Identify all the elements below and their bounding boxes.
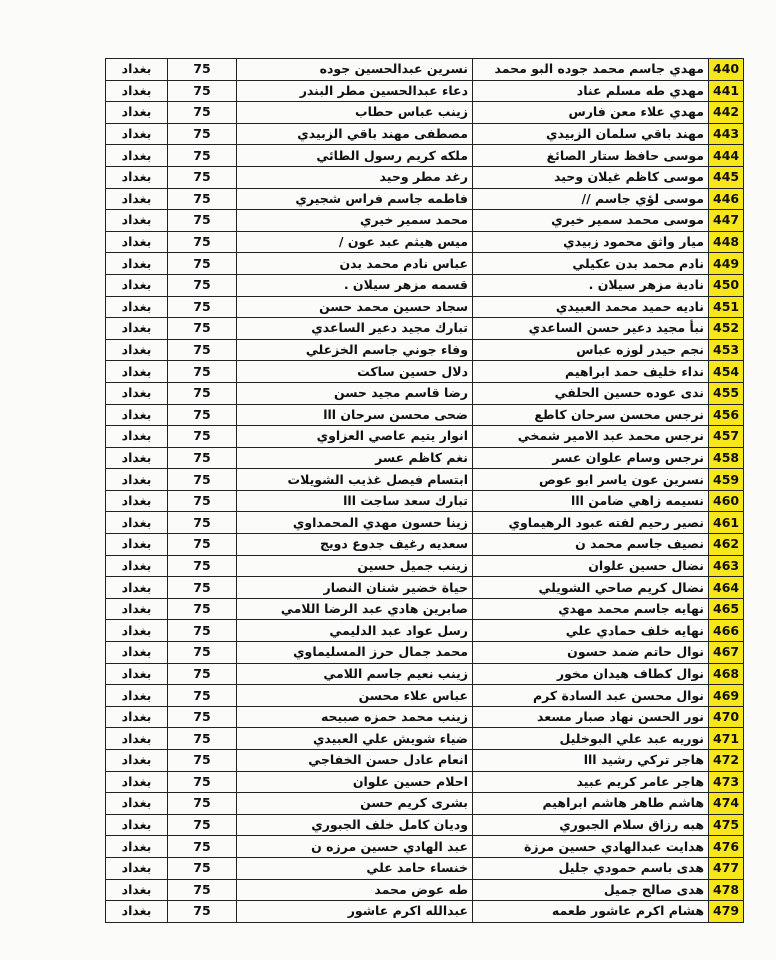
city-cell: بغداد — [106, 728, 168, 750]
mother-name-cell: انوار يتيم عاصي العزاوي — [237, 426, 473, 448]
score-cell: 75 — [168, 318, 237, 340]
row-number-cell: 469 — [709, 685, 744, 707]
mother-name-cell: حياة خضير شنان النصار — [237, 577, 473, 599]
mother-name-cell: رسل عواد عبد الدليمي — [237, 620, 473, 642]
row-number-cell: 467 — [709, 642, 744, 664]
score-cell: 75 — [168, 706, 237, 728]
name-cell: نرجس محسن سرحان كاطع — [473, 404, 709, 426]
name-cell: ندى عوده حسين الحلفي — [473, 382, 709, 404]
score-cell: 75 — [168, 404, 237, 426]
score-cell: 75 — [168, 490, 237, 512]
row-number-cell: 453 — [709, 339, 744, 361]
table-row — [106, 102, 744, 124]
table-row — [106, 123, 744, 145]
table-row — [106, 469, 744, 491]
row-number-cell: 442 — [709, 102, 744, 124]
city-cell: بغداد — [106, 253, 168, 275]
score-cell: 75 — [168, 426, 237, 448]
score-cell: 75 — [168, 361, 237, 383]
mother-name-cell: تبارك مجيد دعير الساعدي — [237, 318, 473, 340]
table-row — [106, 253, 744, 275]
mother-name-cell: رغد مطر وحيد — [237, 166, 473, 188]
mother-name-cell: فاطمه جاسم فراس شجيري — [237, 188, 473, 210]
row-number-cell: 447 — [709, 210, 744, 232]
row-number-cell: 440 — [709, 59, 744, 81]
score-cell: 75 — [168, 836, 237, 858]
table-row — [106, 728, 744, 750]
score-cell: 75 — [168, 123, 237, 145]
table-row — [106, 879, 744, 901]
row-number-cell: 452 — [709, 318, 744, 340]
mother-name-cell: دلال حسين ساكت — [237, 361, 473, 383]
mother-name-cell: وفاء جوني جاسم الخزعلي — [237, 339, 473, 361]
table-row — [106, 80, 744, 102]
mother-name-cell: طه عوض محمد — [237, 879, 473, 901]
city-cell: بغداد — [106, 750, 168, 772]
city-cell: بغداد — [106, 339, 168, 361]
city-cell: بغداد — [106, 469, 168, 491]
name-cell: نوال حاتم ضمد حسون — [473, 642, 709, 664]
mother-name-cell: ملكه كريم رسول الطائي — [237, 145, 473, 167]
mother-name-cell: صابرين هادي عبد الرضا اللامي — [237, 598, 473, 620]
name-cell: نصير رحيم لفته عبود الرهيماوي — [473, 512, 709, 534]
mother-name-cell: زينب جميل حسين — [237, 555, 473, 577]
city-cell: بغداد — [106, 663, 168, 685]
score-cell: 75 — [168, 145, 237, 167]
name-cell: موسى محمد سمير خيري — [473, 210, 709, 232]
table-row — [106, 706, 744, 728]
city-cell: بغداد — [106, 857, 168, 879]
roster-body — [106, 59, 744, 923]
name-cell: نرجس وسام علوان عسر — [473, 447, 709, 469]
row-number-cell: 451 — [709, 296, 744, 318]
city-cell: بغداد — [106, 296, 168, 318]
city-cell: بغداد — [106, 447, 168, 469]
name-cell: نوال كطاف هيدان مخور — [473, 663, 709, 685]
table-row — [106, 771, 744, 793]
score-cell: 75 — [168, 296, 237, 318]
city-cell: بغداد — [106, 534, 168, 556]
name-cell: هاجر عامر كريم عبيد — [473, 771, 709, 793]
row-number-cell: 450 — [709, 274, 744, 296]
row-number-cell: 464 — [709, 577, 744, 599]
mother-name-cell: نسرين عبدالحسين جوده — [237, 59, 473, 81]
name-cell: نوال محسن عبد السادة كرم — [473, 685, 709, 707]
score-cell: 75 — [168, 274, 237, 296]
city-cell: بغداد — [106, 166, 168, 188]
table-row — [106, 814, 744, 836]
name-cell: نصيف جاسم محمد ن — [473, 534, 709, 556]
name-cell: موسى كاظم غيلان وحيد — [473, 166, 709, 188]
table-row — [106, 512, 744, 534]
name-cell: هشام اكرم عاشور طعمه — [473, 901, 709, 923]
city-cell: بغداد — [106, 901, 168, 923]
name-cell: نسيمه زاهي ضامن ااا — [473, 490, 709, 512]
row-number-cell: 460 — [709, 490, 744, 512]
roster-table — [105, 58, 744, 923]
name-cell: نضال كريم صاحي الشويلي — [473, 577, 709, 599]
score-cell: 75 — [168, 620, 237, 642]
row-number-cell: 475 — [709, 814, 744, 836]
city-cell: بغداد — [106, 426, 168, 448]
city-cell: بغداد — [106, 555, 168, 577]
mother-name-cell: ضياء شويش علي العبيدي — [237, 728, 473, 750]
score-cell: 75 — [168, 663, 237, 685]
table-row — [106, 59, 744, 81]
table-row — [106, 685, 744, 707]
score-cell: 75 — [168, 447, 237, 469]
score-cell: 75 — [168, 382, 237, 404]
table-row — [106, 447, 744, 469]
name-cell: مهدي طه مسلم عناد — [473, 80, 709, 102]
name-cell: ناديه حميد محمد العبيدي — [473, 296, 709, 318]
row-number-cell: 477 — [709, 857, 744, 879]
city-cell: بغداد — [106, 59, 168, 81]
name-cell: نادم محمد بدن عكيلي — [473, 253, 709, 275]
table-row — [106, 836, 744, 858]
mother-name-cell: محمد جمال حرز المسليماوي — [237, 642, 473, 664]
name-cell: موسى حافظ ستار الصائغ — [473, 145, 709, 167]
city-cell: بغداد — [106, 814, 168, 836]
name-cell: نور الحسن نهاد صبار مسعد — [473, 706, 709, 728]
score-cell: 75 — [168, 598, 237, 620]
city-cell: بغداد — [106, 382, 168, 404]
city-cell: بغداد — [106, 210, 168, 232]
score-cell: 75 — [168, 771, 237, 793]
city-cell: بغداد — [106, 123, 168, 145]
name-cell: موسى لؤي جاسم // — [473, 188, 709, 210]
row-number-cell: 444 — [709, 145, 744, 167]
table-row — [106, 274, 744, 296]
table-row — [106, 210, 744, 232]
score-cell: 75 — [168, 534, 237, 556]
city-cell: بغداد — [106, 231, 168, 253]
score-cell: 75 — [168, 857, 237, 879]
table-row — [106, 166, 744, 188]
city-cell: بغداد — [106, 145, 168, 167]
table-row — [106, 188, 744, 210]
name-cell: نهايه جاسم محمد مهدي — [473, 598, 709, 620]
row-number-cell: 456 — [709, 404, 744, 426]
table-row — [106, 426, 744, 448]
table-row — [106, 857, 744, 879]
city-cell: بغداد — [106, 685, 168, 707]
row-number-cell: 461 — [709, 512, 744, 534]
table-row — [106, 339, 744, 361]
name-cell: نهايه خلف حمادي علي — [473, 620, 709, 642]
name-cell: نسرين عون ياسر ابو عوص — [473, 469, 709, 491]
mother-name-cell: رضا قاسم مجيد حسن — [237, 382, 473, 404]
score-cell: 75 — [168, 750, 237, 772]
row-number-cell: 470 — [709, 706, 744, 728]
table-row — [106, 620, 744, 642]
table-row — [106, 145, 744, 167]
city-cell: بغداد — [106, 642, 168, 664]
mother-name-cell: ضحى محسن سرحان ااا — [237, 404, 473, 426]
row-number-cell: 443 — [709, 123, 744, 145]
table-row — [106, 577, 744, 599]
row-number-cell: 445 — [709, 166, 744, 188]
score-cell: 75 — [168, 685, 237, 707]
table-row — [106, 793, 744, 815]
city-cell: بغداد — [106, 706, 168, 728]
score-cell: 75 — [168, 210, 237, 232]
mother-name-cell: وديان كامل خلف الجبوري — [237, 814, 473, 836]
mother-name-cell: زينب عباس حطاب — [237, 102, 473, 124]
row-number-cell: 476 — [709, 836, 744, 858]
mother-name-cell: نغم كاظم عسر — [237, 447, 473, 469]
city-cell: بغداد — [106, 102, 168, 124]
table-row — [106, 642, 744, 664]
row-number-cell: 457 — [709, 426, 744, 448]
name-cell: هدى صالح جميل — [473, 879, 709, 901]
score-cell: 75 — [168, 879, 237, 901]
row-number-cell: 473 — [709, 771, 744, 793]
mother-name-cell: زينا حسون مهدي المحمداوي — [237, 512, 473, 534]
name-cell: نبأ مجيد دعير حسن الساعدي — [473, 318, 709, 340]
score-cell: 75 — [168, 339, 237, 361]
city-cell: بغداد — [106, 318, 168, 340]
mother-name-cell: انعام عادل حسن الخفاجي — [237, 750, 473, 772]
mother-name-cell: بشرى كريم حسن — [237, 793, 473, 815]
table-row — [106, 404, 744, 426]
mother-name-cell: عبدالله اكرم عاشور — [237, 901, 473, 923]
city-cell: بغداد — [106, 188, 168, 210]
mother-name-cell: عباس نادم محمد بدن — [237, 253, 473, 275]
name-cell: هدايت عبدالهادي حسين مرزة — [473, 836, 709, 858]
score-cell: 75 — [168, 80, 237, 102]
score-cell: 75 — [168, 555, 237, 577]
score-cell: 75 — [168, 102, 237, 124]
name-cell: هاجر تركي رشيد ااا — [473, 750, 709, 772]
city-cell: بغداد — [106, 361, 168, 383]
row-number-cell: 459 — [709, 469, 744, 491]
score-cell: 75 — [168, 231, 237, 253]
name-cell: نضال حسين علوان — [473, 555, 709, 577]
name-cell: ميار واثق محمود زبيدي — [473, 231, 709, 253]
table-row — [106, 231, 744, 253]
mother-name-cell: خنساء حامد علي — [237, 857, 473, 879]
city-cell: بغداد — [106, 577, 168, 599]
mother-name-cell: عباس علاء محسن — [237, 685, 473, 707]
mother-name-cell: احلام حسين علوان — [237, 771, 473, 793]
city-cell: بغداد — [106, 80, 168, 102]
name-cell: نداء خليف حمد ابراهيم — [473, 361, 709, 383]
row-number-cell: 462 — [709, 534, 744, 556]
table-row — [106, 750, 744, 772]
name-cell: مهدي علاء معن فارس — [473, 102, 709, 124]
city-cell: بغداد — [106, 274, 168, 296]
name-cell: نادية مزهر سيلان . — [473, 274, 709, 296]
name-cell: هاشم طاهر هاشم ابراهيم — [473, 793, 709, 815]
score-cell: 75 — [168, 728, 237, 750]
mother-name-cell: تبارك سعد ساجت ااا — [237, 490, 473, 512]
row-number-cell: 472 — [709, 750, 744, 772]
row-number-cell: 455 — [709, 382, 744, 404]
city-cell: بغداد — [106, 620, 168, 642]
table-row — [106, 490, 744, 512]
row-number-cell: 449 — [709, 253, 744, 275]
row-number-cell: 465 — [709, 598, 744, 620]
city-cell: بغداد — [106, 404, 168, 426]
table-row — [106, 382, 744, 404]
row-number-cell: 446 — [709, 188, 744, 210]
mother-name-cell: مصطفى مهند باقي الزبيدي — [237, 123, 473, 145]
row-number-cell: 479 — [709, 901, 744, 923]
row-number-cell: 478 — [709, 879, 744, 901]
name-cell: مهدي جاسم محمد جوده البو محمد — [473, 59, 709, 81]
score-cell: 75 — [168, 59, 237, 81]
score-cell: 75 — [168, 901, 237, 923]
mother-name-cell: دعاء عبدالحسين مطر البندر — [237, 80, 473, 102]
row-number-cell: 471 — [709, 728, 744, 750]
mother-name-cell: سعديه رغيف جدوع دويج — [237, 534, 473, 556]
mother-name-cell: محمد سمير خيري — [237, 210, 473, 232]
table-row — [106, 555, 744, 577]
row-number-cell: 454 — [709, 361, 744, 383]
row-number-cell: 466 — [709, 620, 744, 642]
row-number-cell: 441 — [709, 80, 744, 102]
score-cell: 75 — [168, 166, 237, 188]
table-row — [106, 663, 744, 685]
score-cell: 75 — [168, 642, 237, 664]
score-cell: 75 — [168, 793, 237, 815]
name-cell: نرجس محمد عبد الامير شمخي — [473, 426, 709, 448]
city-cell: بغداد — [106, 836, 168, 858]
row-number-cell: 463 — [709, 555, 744, 577]
city-cell: بغداد — [106, 771, 168, 793]
row-number-cell: 474 — [709, 793, 744, 815]
city-cell: بغداد — [106, 512, 168, 534]
score-cell: 75 — [168, 253, 237, 275]
name-cell: هدى باسم حمودي جليل — [473, 857, 709, 879]
name-cell: نوريه عبد علي البوخليل — [473, 728, 709, 750]
city-cell: بغداد — [106, 598, 168, 620]
score-cell: 75 — [168, 814, 237, 836]
score-cell: 75 — [168, 577, 237, 599]
table-row — [106, 901, 744, 923]
city-cell: بغداد — [106, 879, 168, 901]
name-cell: نجم حيدر لوزه عباس — [473, 339, 709, 361]
mother-name-cell: قسمه مزهر سيلان . — [237, 274, 473, 296]
score-cell: 75 — [168, 469, 237, 491]
city-cell: بغداد — [106, 490, 168, 512]
row-number-cell: 468 — [709, 663, 744, 685]
mother-name-cell: زينب محمد حمزه صبيحه — [237, 706, 473, 728]
mother-name-cell: زينب نعيم جاسم اللامي — [237, 663, 473, 685]
row-number-cell: 448 — [709, 231, 744, 253]
name-cell: هبه رزاق سلام الجبوري — [473, 814, 709, 836]
mother-name-cell: ميس هيثم عبد عون / — [237, 231, 473, 253]
table-row — [106, 361, 744, 383]
mother-name-cell: ابتسام فيصل غذيب الشويلات — [237, 469, 473, 491]
table-row — [106, 534, 744, 556]
table-row — [106, 318, 744, 340]
table-row — [106, 296, 744, 318]
row-number-cell: 458 — [709, 447, 744, 469]
mother-name-cell: سجاد حسين محمد حسن — [237, 296, 473, 318]
mother-name-cell: عبد الهادي حسين مرزه ن — [237, 836, 473, 858]
name-cell: مهند باقي سلمان الزبيدي — [473, 123, 709, 145]
score-cell: 75 — [168, 188, 237, 210]
city-cell: بغداد — [106, 793, 168, 815]
table-row — [106, 598, 744, 620]
score-cell: 75 — [168, 512, 237, 534]
